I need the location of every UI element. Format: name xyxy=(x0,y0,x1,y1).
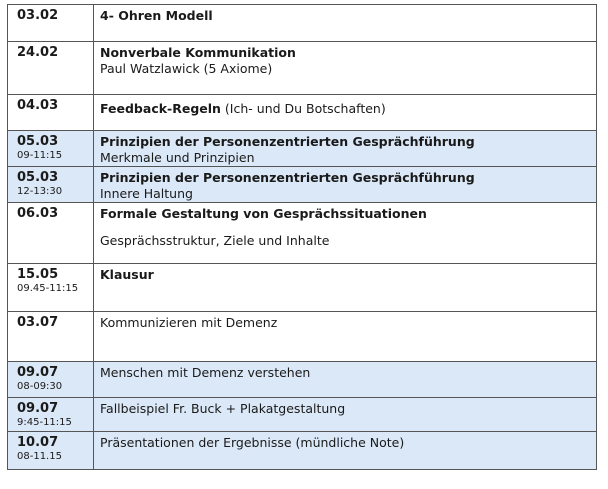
table-row xyxy=(8,95,597,131)
row-date: 03.07 xyxy=(17,315,59,330)
date-cell xyxy=(8,203,94,264)
table-row xyxy=(8,42,597,95)
row-time: 09.45-11:15 xyxy=(17,283,79,294)
date-cell xyxy=(8,42,94,95)
topic-cell xyxy=(94,42,597,95)
row-date: 15.05 xyxy=(17,267,59,282)
row-time: 9:45-11:15 xyxy=(17,417,72,428)
table-row xyxy=(8,203,597,264)
row-date: 09.07 xyxy=(17,401,59,416)
row-time: 09-11:15 xyxy=(17,150,63,161)
topic-cell xyxy=(94,95,597,131)
row-date: 10.07 xyxy=(17,435,59,450)
row-time: 08-11.15 xyxy=(17,451,62,462)
row-title: Klausur xyxy=(100,267,154,282)
row-date: 09.07 xyxy=(17,365,59,380)
row-topic: Kommunizieren mit Demenz xyxy=(100,315,278,330)
row-date: 06.03 xyxy=(17,206,59,221)
row-title: 4- Ohren Modell xyxy=(100,8,213,23)
topic-cell xyxy=(94,203,597,264)
topic-cell xyxy=(94,398,597,432)
topic-cell xyxy=(94,131,597,167)
table-row xyxy=(8,167,597,203)
row-title: Nonverbale Kommunikation xyxy=(100,45,296,60)
topic-cell xyxy=(94,167,597,203)
date-cell xyxy=(8,5,94,42)
row-subtitle: Innere Haltung xyxy=(100,186,193,201)
date-cell xyxy=(8,312,94,362)
row-subtitle: Gesprächsstruktur, Ziele und Inhalte xyxy=(100,233,330,248)
table-row xyxy=(8,312,597,362)
row-topic: Fallbeispiel Fr. Buck + Plakatgestaltung xyxy=(100,401,346,416)
topic-cell xyxy=(94,432,597,470)
table-row xyxy=(8,398,597,432)
row-title: Prinzipien der Personenzentrierten Gesprächführung xyxy=(100,170,475,185)
topic-cell xyxy=(94,264,597,312)
table-row xyxy=(8,264,597,312)
date-cell xyxy=(8,264,94,312)
row-title: Formale Gestaltung von Gesprächssituationen xyxy=(100,206,427,221)
row-time: 08-09:30 xyxy=(17,381,63,392)
date-cell xyxy=(8,131,94,167)
table-row xyxy=(8,432,597,470)
date-cell xyxy=(8,95,94,131)
row-date: 05.03 xyxy=(17,170,59,185)
row-subtitle: Merkmale und Prinzipien xyxy=(100,150,255,165)
row-date: 05.03 xyxy=(17,134,59,149)
row-topic: Menschen mit Demenz verstehen xyxy=(100,365,311,380)
topic-cell xyxy=(94,312,597,362)
table-row xyxy=(8,362,597,398)
row-date: 04.03 xyxy=(17,98,59,113)
row-date: 24.02 xyxy=(17,45,59,60)
schedule-table xyxy=(7,4,597,470)
topic-cell xyxy=(94,362,597,398)
row-time: 12-13:30 xyxy=(17,186,63,197)
table-row xyxy=(8,131,597,167)
date-cell xyxy=(8,167,94,203)
date-cell xyxy=(8,398,94,432)
row-topic: Präsentationen der Ergebnisse (mündliche Note) xyxy=(100,435,405,450)
row-title: Prinzipien der Personenzentrierten Gesprächführung xyxy=(100,134,475,149)
topic-cell xyxy=(94,5,597,42)
date-cell xyxy=(8,432,94,470)
row-title-suffix: (Ich- und Du Botschaften) xyxy=(220,101,386,116)
row-title: Feedback-Regeln xyxy=(100,101,221,116)
row-date: 03.02 xyxy=(17,8,59,23)
date-cell xyxy=(8,362,94,398)
table-row xyxy=(8,5,597,42)
row-subtitle: Paul Watzlawick (5 Axiome) xyxy=(100,61,273,76)
